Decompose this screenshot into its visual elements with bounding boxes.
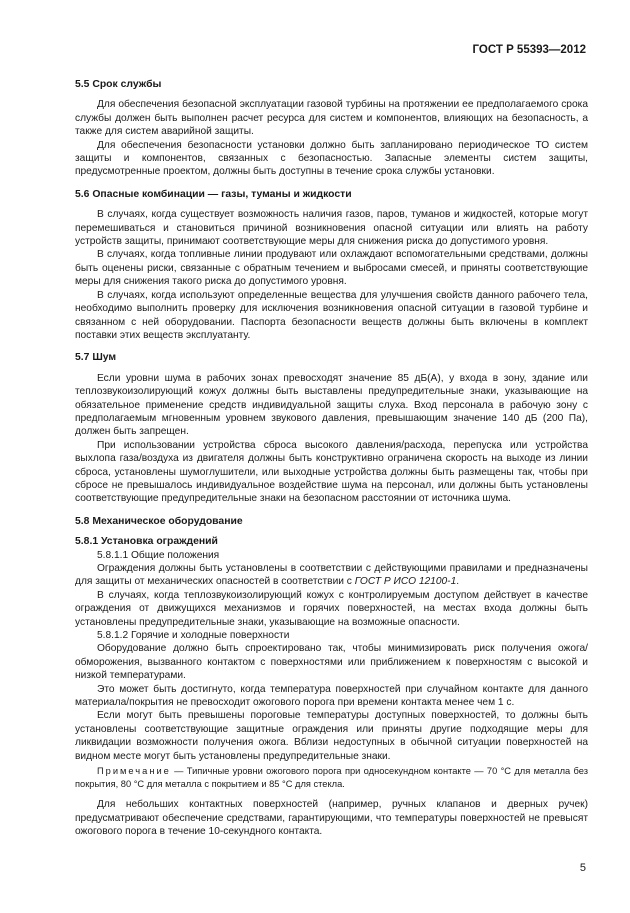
section-5-8-title: 5.8 Механическое оборудование <box>75 515 243 527</box>
page-number: 5 <box>579 862 586 874</box>
paragraph: Ограждения должны быть установлены в соответствии с действующими правилами и предназначены для защиты от механических опасностей в соответствии с ГОСТ Р ИСО 12100-1. <box>75 563 588 588</box>
note: Примечание — Типичные уровни ожогового порога при односекундном контакте — 70 °С для металла без покрытия, 80 °С для металла с покрытием и 85 °С для стекла. <box>75 766 588 789</box>
paragraph: Оборудование должно быть спроектировано так, чтобы минимизировать риск получения ожога/обморожения, вызванного контактом с поверхностями или приближением к поверхностям с высокой и низкой температурами. <box>75 643 588 682</box>
paragraph: В случаях, когда топливные линии продувают или охлаждают вспомогательными средствами, должны быть оценены риски, связанные с обратным течением и выбросами смесей, и приняты соответствующие меры для снижения такого риска до допустимого уровня. <box>75 249 588 288</box>
note-label: Примечание <box>97 766 171 777</box>
document-body <box>75 78 588 838</box>
paragraph: В случаях, когда теплозвукоизолирующий кожух с контролируемым доступом действует в качестве ограждения от движущихся механизмов и горячих поверхностей, на местах входа должны быть установлены предупредительные знаки, указывающие на возможные опасности. <box>75 589 588 628</box>
section-5-7-title: 5.7 Шум <box>75 352 117 364</box>
paragraph: Для небольших контактных поверхностей (например, ручных клапанов и дверных ручек) предусматривают обеспечение средствами, гарантирующими, что температуры поверхностей не превысят ожогового порога в течение 10-секундного контакта. <box>75 799 588 837</box>
paragraph: Если могут быть превышены пороговые температуры доступных поверхностей, то должны быть установлены соответствующие защитные ограждения или приняты другие подходящие меры для ликвидации возможности получения ожога. Вблизи недоступных в обычной ситуации поверхностей на видном месте могут быть установлены предупредительные знаки. <box>75 710 588 762</box>
section-5-8-1-1-title: 5.8.1.1 Общие положения <box>97 549 220 561</box>
section-5-8-1-2-title: 5.8.1.2 Горячие и холодные поверхности <box>97 630 290 642</box>
paragraph: Для обеспечения безопасности установки должно быть запланировано периодическое ТО систем защиты и компонентов, связанных с безопасностью. Запасные элементы систем защиты, предусмотренные проектом, должны быть доступны в течение срока службы установки. <box>75 139 588 178</box>
paragraph: Для обеспечения безопасной эксплуатации газовой турбины на протяжении ее предполагаемого срока службы должен быть выполнен расчет ресурса для систем и компонентов, влияющих на безопасность, а также для систем аварийной защиты. <box>75 99 588 138</box>
section-5-6-title: 5.6 Опасные комбинации — газы, туманы и жидкости <box>75 188 352 200</box>
paragraph: При использовании устройства сброса высокого давления/расхода, перепуска или устройства выхлопа газа/воздуха из двигателя должны быть конструктивно ограничена скорость на выходе из линии сброса, установлены шумоглушители, или выходные устройства должны быть размещены так, чтобы при сбросе не превышалось индивидуальное воздействие шума на персонал, или должны быть установлены соответствующие предупредительные знаки на безопасном расстоянии от источника шума. <box>75 439 588 505</box>
standard-reference: ГОСТ Р ИСО 12100-1 <box>354 576 457 588</box>
section-5-5-title: 5.5 Срок службы <box>75 79 162 90</box>
paragraph: В случаях, когда существует возможность наличия газов, паров, туманов и жидкостей, которые могут перемешиваться и становиться причиной возникновения опасной ситуации или влиять на работу устройств защиты, принимают соответствующие меры для снижения риска до допустимого уровня. <box>75 209 588 248</box>
paragraph: Это может быть достигнуто, когда температура поверхностей при случайном контакте для данного материала/покрытия не превосходит ожогового порога при времени контакта менее чем 1 с. <box>75 683 588 709</box>
standard-header: ГОСТ Р 55393—2012 <box>472 44 586 56</box>
paragraph: В случаях, когда используют определенные вещества для улучшения свойств данного рабочего тела, необходимо выполнить проверку для исключения возникновения опасной ситуации в газовой турбине и связанном с ней оборудовании. Паспорта безопасности веществ должны быть включены в комплект поставки этих веществ эксплуатанту. <box>75 289 588 341</box>
section-5-8-1-title: 5.8.1 Установка ограждений <box>75 536 218 548</box>
paragraph: Если уровни шума в рабочих зонах превосходят значение 85 дБ(А), у входа в зону, здание или теплозвукоизолирующий кожух должны быть выставлены предупредительные знаки, указывающие на обязательное применение средств индивидуальной защиты слуха. Вход персонала в рабочую зону с предполагаемым мгновенным уровнем звукового давления, превышающим значение 140 дБ (200 Па), должен быть запрещен. <box>75 372 588 438</box>
